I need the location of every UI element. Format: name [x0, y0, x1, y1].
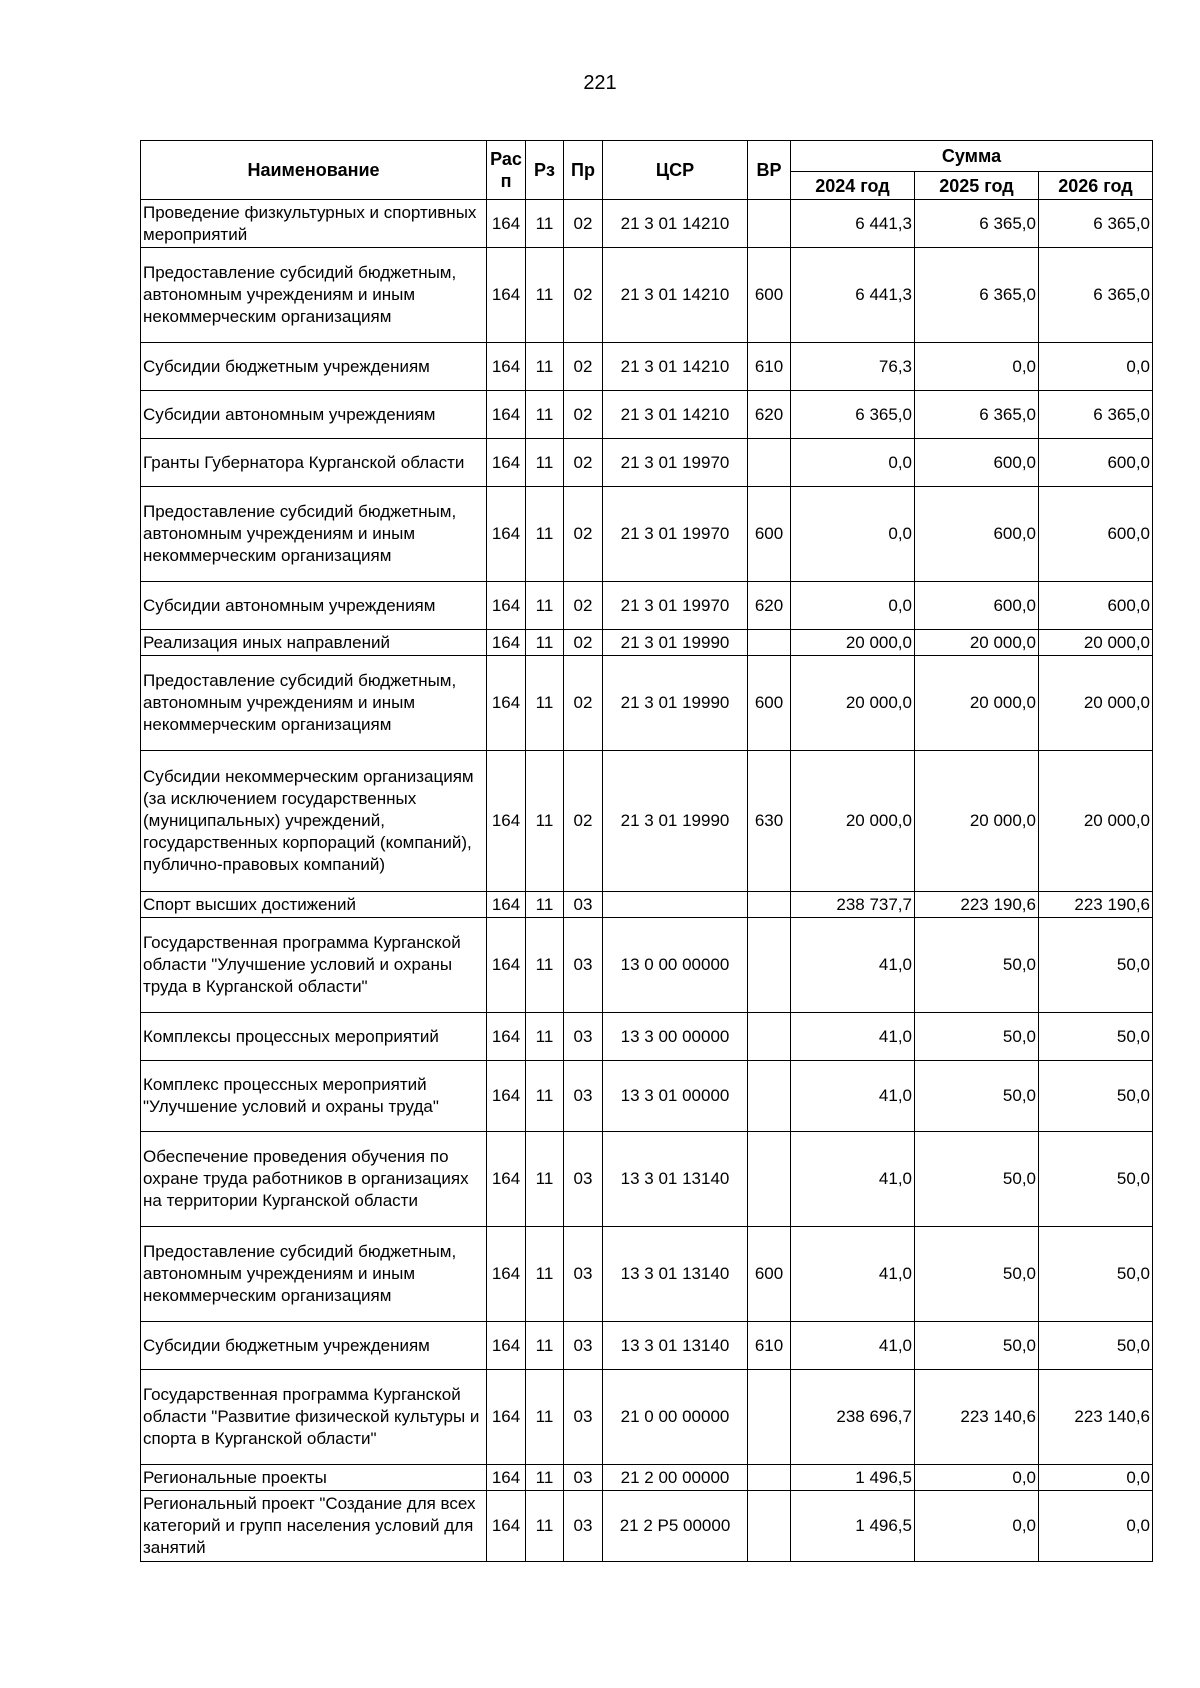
row-pr: 03	[564, 1013, 603, 1061]
row-vr: 600	[748, 1227, 791, 1322]
row-pr: 03	[564, 1370, 603, 1465]
row-pr: 03	[564, 918, 603, 1013]
row-sum-2024: 0,0	[791, 582, 915, 630]
row-sum-2024: 238 696,7	[791, 1370, 915, 1465]
row-pr: 02	[564, 439, 603, 487]
row-rz: 11	[526, 1227, 564, 1322]
row-csr: 21 3 01 14210	[603, 391, 748, 439]
row-name: Субсидии автономным учреждениям	[141, 582, 487, 630]
row-name: Гранты Губернатора Курганской области	[141, 439, 487, 487]
row-name: Государственная программа Курганской области "Улучшение условий и охраны труда в Курганской области"	[141, 918, 487, 1013]
row-sum-2026: 6 365,0	[1039, 391, 1153, 439]
row-csr: 21 3 01 19970	[603, 439, 748, 487]
row-name: Предоставление субсидий бюджетным, автономным учреждениям и иным некоммерческим организациям	[141, 487, 487, 582]
row-sum-2024: 41,0	[791, 1061, 915, 1132]
row-rz: 11	[526, 918, 564, 1013]
row-sum-2026: 0,0	[1039, 1465, 1153, 1491]
row-sum-2025: 600,0	[915, 582, 1039, 630]
row-name: Предоставление субсидий бюджетным, автономным учреждениям и иным некоммерческим организациям	[141, 248, 487, 343]
row-rasp: 164	[487, 439, 526, 487]
row-sum-2024: 41,0	[791, 1322, 915, 1370]
page-number: 221	[583, 72, 617, 94]
row-vr	[748, 200, 791, 248]
row-sum-2026: 20 000,0	[1039, 656, 1153, 751]
row-sum-2026: 50,0	[1039, 1013, 1153, 1061]
row-rasp: 164	[487, 200, 526, 248]
row-name: Региональный проект "Создание для всех категорий и групп населения условий для занятий	[141, 1491, 487, 1562]
row-name: Проведение физкультурных и спортивных мероприятий	[141, 200, 487, 248]
row-pr: 02	[564, 751, 603, 892]
header-pr: Пр	[564, 141, 603, 200]
row-sum-2024: 41,0	[791, 1013, 915, 1061]
row-sum-2025: 6 365,0	[915, 248, 1039, 343]
row-csr: 21 2 P5 00000	[603, 1491, 748, 1562]
table-row	[141, 1370, 1153, 1465]
row-sum-2026: 600,0	[1039, 439, 1153, 487]
table-row	[141, 200, 1153, 248]
row-vr: 600	[748, 656, 791, 751]
row-sum-2024: 1 496,5	[791, 1465, 915, 1491]
table-row	[141, 1013, 1153, 1061]
row-rz: 11	[526, 343, 564, 391]
row-csr: 13 3 00 00000	[603, 1013, 748, 1061]
row-rasp: 164	[487, 918, 526, 1013]
row-sum-2024: 0,0	[791, 487, 915, 582]
header-csr: ЦСР	[603, 141, 748, 200]
row-sum-2026: 600,0	[1039, 582, 1153, 630]
row-rasp: 164	[487, 656, 526, 751]
row-csr	[603, 892, 748, 918]
row-pr: 03	[564, 1132, 603, 1227]
row-sum-2024: 41,0	[791, 918, 915, 1013]
row-rz: 11	[526, 751, 564, 892]
row-name: Государственная программа Курганской области "Развитие физической культуры и спорта в Курганской области"	[141, 1370, 487, 1465]
row-sum-2025: 0,0	[915, 1491, 1039, 1562]
row-rz: 11	[526, 892, 564, 918]
row-sum-2025: 50,0	[915, 1227, 1039, 1322]
row-rz: 11	[526, 248, 564, 343]
row-pr: 03	[564, 1227, 603, 1322]
row-sum-2026: 20 000,0	[1039, 751, 1153, 892]
row-sum-2025: 50,0	[915, 1322, 1039, 1370]
row-rasp: 164	[487, 751, 526, 892]
row-csr: 21 3 01 19990	[603, 630, 748, 656]
row-sum-2025: 223 140,6	[915, 1370, 1039, 1465]
row-sum-2024: 0,0	[791, 439, 915, 487]
row-pr: 02	[564, 656, 603, 751]
row-sum-2025: 223 190,6	[915, 892, 1039, 918]
row-vr	[748, 1013, 791, 1061]
row-csr: 21 3 01 14210	[603, 200, 748, 248]
row-rasp: 164	[487, 1370, 526, 1465]
row-vr: 600	[748, 248, 791, 343]
row-pr: 03	[564, 892, 603, 918]
row-rz: 11	[526, 1013, 564, 1061]
row-rz: 11	[526, 487, 564, 582]
row-sum-2026: 6 365,0	[1039, 248, 1153, 343]
row-name: Субсидии бюджетным учреждениям	[141, 343, 487, 391]
row-rz: 11	[526, 656, 564, 751]
row-sum-2026: 223 190,6	[1039, 892, 1153, 918]
row-name: Предоставление субсидий бюджетным, автономным учреждениям и иным некоммерческим организациям	[141, 656, 487, 751]
table-row	[141, 1322, 1153, 1370]
row-sum-2024: 1 496,5	[791, 1491, 915, 1562]
table-row	[141, 439, 1153, 487]
row-rasp: 164	[487, 892, 526, 918]
row-sum-2024: 41,0	[791, 1132, 915, 1227]
table-row	[141, 248, 1153, 343]
row-rz: 11	[526, 1465, 564, 1491]
row-csr: 21 0 00 00000	[603, 1370, 748, 1465]
row-sum-2026: 6 365,0	[1039, 200, 1153, 248]
row-csr: 21 3 01 19970	[603, 582, 748, 630]
row-vr: 600	[748, 487, 791, 582]
row-sum-2024: 20 000,0	[791, 656, 915, 751]
row-sum-2026: 50,0	[1039, 1061, 1153, 1132]
row-sum-2025: 6 365,0	[915, 391, 1039, 439]
row-name: Субсидии некоммерческим организациям (за исключением государственных (муниципальных) учреждений, государственных корпораций (компаний), публично-правовых компаний)	[141, 751, 487, 892]
row-rz: 11	[526, 582, 564, 630]
row-sum-2024: 238 737,7	[791, 892, 915, 918]
row-rz: 11	[526, 1322, 564, 1370]
row-pr: 02	[564, 248, 603, 343]
row-sum-2025: 50,0	[915, 918, 1039, 1013]
row-sum-2025: 6 365,0	[915, 200, 1039, 248]
row-sum-2026: 223 140,6	[1039, 1370, 1153, 1465]
row-vr: 610	[748, 1322, 791, 1370]
row-pr: 03	[564, 1491, 603, 1562]
row-name: Обеспечение проведения обучения по охране труда работников в организациях на территории Курганской области	[141, 1132, 487, 1227]
row-pr: 03	[564, 1465, 603, 1491]
row-csr: 13 3 01 13140	[603, 1132, 748, 1227]
table-row	[141, 918, 1153, 1013]
table-row	[141, 1132, 1153, 1227]
row-name: Комплексы процессных мероприятий	[141, 1013, 487, 1061]
row-rasp: 164	[487, 1227, 526, 1322]
row-sum-2025: 50,0	[915, 1132, 1039, 1227]
row-sum-2025: 0,0	[915, 1465, 1039, 1491]
row-pr: 02	[564, 200, 603, 248]
table-row	[141, 1491, 1153, 1562]
table-header	[141, 141, 1153, 200]
row-name: Субсидии бюджетным учреждениям	[141, 1322, 487, 1370]
row-sum-2025: 600,0	[915, 439, 1039, 487]
row-rasp: 164	[487, 1013, 526, 1061]
row-name: Субсидии автономным учреждениям	[141, 391, 487, 439]
row-name: Реализация иных направлений	[141, 630, 487, 656]
header-year-2024: 2024 год	[791, 172, 915, 200]
row-name: Спорт высших достижений	[141, 892, 487, 918]
table-row	[141, 582, 1153, 630]
row-csr: 13 3 01 13140	[603, 1227, 748, 1322]
row-sum-2025: 50,0	[915, 1061, 1039, 1132]
row-vr	[748, 918, 791, 1013]
row-sum-2026: 600,0	[1039, 487, 1153, 582]
header-vr: ВР	[748, 141, 791, 200]
row-pr: 02	[564, 343, 603, 391]
row-vr	[748, 1370, 791, 1465]
row-rasp: 164	[487, 343, 526, 391]
row-sum-2026: 50,0	[1039, 1322, 1153, 1370]
row-sum-2024: 6 441,3	[791, 248, 915, 343]
row-sum-2025: 20 000,0	[915, 656, 1039, 751]
row-sum-2024: 41,0	[791, 1227, 915, 1322]
row-sum-2024: 6 441,3	[791, 200, 915, 248]
row-pr: 03	[564, 1322, 603, 1370]
table-row	[141, 1465, 1153, 1491]
row-sum-2026: 0,0	[1039, 343, 1153, 391]
row-rz: 11	[526, 1491, 564, 1562]
row-sum-2024: 76,3	[791, 343, 915, 391]
header-year-2026: 2026 год	[1039, 172, 1153, 200]
row-vr	[748, 630, 791, 656]
row-csr: 21 3 01 19990	[603, 656, 748, 751]
row-vr	[748, 1061, 791, 1132]
table-row	[141, 892, 1153, 918]
table-row	[141, 656, 1153, 751]
row-rasp: 164	[487, 582, 526, 630]
row-pr: 02	[564, 391, 603, 439]
row-pr: 02	[564, 630, 603, 656]
row-csr: 21 3 01 14210	[603, 248, 748, 343]
table-row	[141, 630, 1153, 656]
row-csr: 21 3 01 19990	[603, 751, 748, 892]
table-row	[141, 391, 1153, 439]
row-name: Комплекс процессных мероприятий "Улучшение условий и охраны труда"	[141, 1061, 487, 1132]
row-csr: 13 0 00 00000	[603, 918, 748, 1013]
row-csr: 13 3 01 00000	[603, 1061, 748, 1132]
row-vr	[748, 439, 791, 487]
row-rz: 11	[526, 391, 564, 439]
row-rasp: 164	[487, 1491, 526, 1562]
table-row	[141, 751, 1153, 892]
row-rasp: 164	[487, 1322, 526, 1370]
row-vr	[748, 1491, 791, 1562]
row-vr: 620	[748, 582, 791, 630]
row-rasp: 164	[487, 1465, 526, 1491]
row-pr: 02	[564, 487, 603, 582]
row-sum-2025: 0,0	[915, 343, 1039, 391]
row-csr: 13 3 01 13140	[603, 1322, 748, 1370]
row-sum-2024: 20 000,0	[791, 751, 915, 892]
row-rasp: 164	[487, 630, 526, 656]
row-sum-2025: 20 000,0	[915, 751, 1039, 892]
header-rasp: Рас п	[487, 141, 526, 200]
row-sum-2025: 600,0	[915, 487, 1039, 582]
row-rz: 11	[526, 630, 564, 656]
header-rz: Рз	[526, 141, 564, 200]
row-csr: 21 3 01 19970	[603, 487, 748, 582]
row-vr: 620	[748, 391, 791, 439]
row-rz: 11	[526, 200, 564, 248]
row-sum-2025: 50,0	[915, 1013, 1039, 1061]
table-body	[141, 200, 1153, 1562]
row-vr	[748, 1465, 791, 1491]
row-sum-2026: 20 000,0	[1039, 630, 1153, 656]
header-year-2025: 2025 год	[915, 172, 1039, 200]
row-rasp: 164	[487, 248, 526, 343]
row-sum-2026: 50,0	[1039, 1132, 1153, 1227]
row-name: Региональные проекты	[141, 1465, 487, 1491]
row-rasp: 164	[487, 1132, 526, 1227]
row-rz: 11	[526, 1061, 564, 1132]
header-name: Наименование	[141, 141, 487, 200]
row-vr	[748, 892, 791, 918]
row-rasp: 164	[487, 1061, 526, 1132]
row-csr: 21 2 00 00000	[603, 1465, 748, 1491]
row-pr: 03	[564, 1061, 603, 1132]
table-row	[141, 1061, 1153, 1132]
table-row	[141, 487, 1153, 582]
row-name: Предоставление субсидий бюджетным, автономным учреждениям и иным некоммерческим организациям	[141, 1227, 487, 1322]
row-rz: 11	[526, 1370, 564, 1465]
row-rz: 11	[526, 439, 564, 487]
row-sum-2025: 20 000,0	[915, 630, 1039, 656]
row-pr: 02	[564, 582, 603, 630]
row-rz: 11	[526, 1132, 564, 1227]
row-vr	[748, 1132, 791, 1227]
row-vr: 630	[748, 751, 791, 892]
row-sum-2024: 6 365,0	[791, 391, 915, 439]
row-vr: 610	[748, 343, 791, 391]
row-csr: 21 3 01 14210	[603, 343, 748, 391]
row-sum-2026: 0,0	[1039, 1491, 1153, 1562]
header-sum: Сумма	[791, 141, 1153, 172]
table-row	[141, 343, 1153, 391]
row-sum-2026: 50,0	[1039, 1227, 1153, 1322]
row-rasp: 164	[487, 391, 526, 439]
row-sum-2026: 50,0	[1039, 918, 1153, 1013]
row-sum-2024: 20 000,0	[791, 630, 915, 656]
row-rasp: 164	[487, 487, 526, 582]
table-row	[141, 1227, 1153, 1322]
budget-table	[140, 140, 1153, 1562]
